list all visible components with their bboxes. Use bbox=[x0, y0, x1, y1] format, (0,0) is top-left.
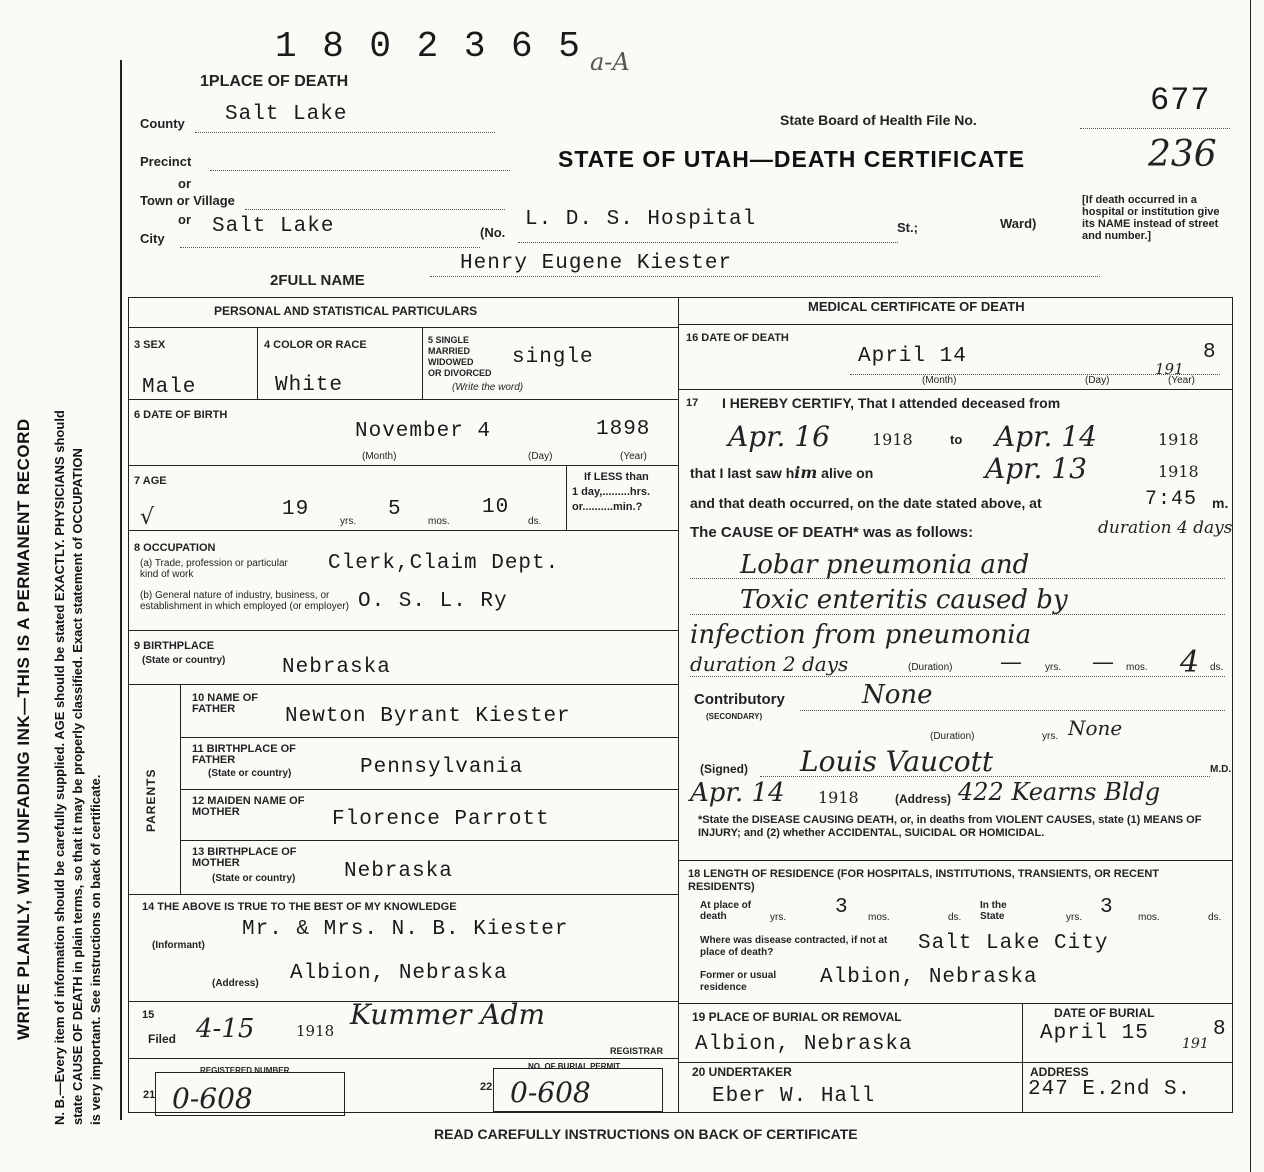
full-name-value: Henry Eugene Kiester bbox=[460, 252, 733, 275]
at-place-label: At place of death bbox=[700, 900, 752, 922]
filed-year: 1918 bbox=[296, 1022, 335, 1040]
duration-days-label: ds. bbox=[1210, 662, 1224, 673]
informant-label: (Informant) bbox=[152, 940, 205, 951]
burial-year: 8 bbox=[1213, 1018, 1227, 1041]
in-state-label: In the State bbox=[980, 900, 1007, 922]
side-instruction-main: WRITE PLAINLY, WITH UNFADING INK—THIS IS A PERMANENT RECORD bbox=[14, 418, 33, 1040]
age-days-label: ds. bbox=[528, 516, 542, 527]
father-birthplace-sub: (State or country) bbox=[208, 768, 292, 779]
dob-month-label: (Month) bbox=[362, 451, 397, 462]
form-left-border bbox=[120, 60, 122, 1120]
contributory-label: Contributory bbox=[694, 691, 785, 708]
undertaker-label: 20 UNDERTAKER bbox=[692, 1065, 792, 1079]
sex-label: 3 SEX bbox=[134, 339, 166, 351]
medical-header: MEDICAL CERTIFICATE OF DEATH bbox=[808, 299, 1025, 314]
dob-year-label: (Year) bbox=[620, 451, 647, 462]
dob-date: November 4 bbox=[355, 420, 492, 443]
last-saw-date: Apr. 13 bbox=[985, 452, 1087, 485]
informant-header: 14 THE ABOVE IS TRUE TO THE BEST OF MY KNOWLEDGE bbox=[142, 901, 457, 913]
occupation-b-value: O. S. L. Ry bbox=[358, 590, 508, 613]
hospital-value: L. D. S. Hospital bbox=[525, 208, 757, 231]
cause-label: The CAUSE OF DEATH* was as follows: bbox=[690, 524, 974, 541]
death-time-suffix: m. bbox=[1212, 495, 1229, 511]
dod-month-label: (Month) bbox=[922, 375, 957, 386]
death-time: 7:45 bbox=[1145, 488, 1198, 511]
occupation-b-label: (b) General nature of industry, business, or establishment in which employed (or employer) bbox=[140, 590, 349, 612]
ward-label: Ward) bbox=[1000, 216, 1037, 231]
burial-year-prefix: 191 bbox=[1182, 1036, 1209, 1052]
burial-permit-label: NO. OF BURIAL PERMIT bbox=[528, 1062, 621, 1071]
death-occurred-text: and that death occurred, on the date stated above, at bbox=[690, 495, 1042, 511]
less-than-label: If LESS than 1 day,.........hrs. or..........min.? bbox=[572, 471, 651, 513]
side-instruction-note-3: is very important. See instructions on back of certificate. bbox=[88, 774, 103, 1125]
contracted-value: Salt Lake City bbox=[918, 932, 1109, 955]
contributory-value: None bbox=[862, 680, 933, 710]
street-number-label: (No. bbox=[480, 225, 506, 240]
duration-note: duration 4 days bbox=[1098, 518, 1233, 538]
dod-day-label: (Day) bbox=[1085, 375, 1110, 386]
mother-birthplace-value: Nebraska bbox=[344, 860, 453, 883]
former-label: Former or usual residence bbox=[700, 970, 777, 993]
age-mark: √ bbox=[140, 505, 155, 530]
occupation-a-value: Clerk,Claim Dept. bbox=[328, 552, 560, 575]
side-instruction-note-1: N. B.—Every item of information should be carefully supplied. AGE should be stated EXACTLY. PHYSICIANS should bbox=[52, 410, 67, 1125]
dod-year-prefix: 191 bbox=[1155, 360, 1184, 378]
certificate-number: 1 8 0 2 3 6 5 bbox=[275, 26, 582, 67]
burial-date-label: DATE OF BURIAL bbox=[1054, 1006, 1155, 1020]
informant-address-value: Albion, Nebraska bbox=[290, 962, 508, 985]
burial-date: April 15 bbox=[1040, 1022, 1149, 1045]
state-file-number: 677 bbox=[1150, 82, 1211, 119]
sex-value: Male bbox=[142, 376, 197, 399]
attended-to: Apr. 14 bbox=[995, 420, 1097, 453]
burial-permit-num-label: 22 bbox=[480, 1081, 493, 1093]
informant-address-label: (Address) bbox=[212, 978, 259, 989]
age-months-label: mos. bbox=[428, 516, 450, 527]
father-birthplace-value: Pennsylvania bbox=[360, 756, 524, 779]
filed-date: 4-15 bbox=[196, 1014, 255, 1044]
duration-years: — bbox=[1000, 650, 1022, 675]
mother-birthplace-sub: (State or country) bbox=[212, 873, 296, 884]
attended-from-year: 1918 bbox=[872, 430, 913, 449]
dod-year-label: (Year) bbox=[1168, 375, 1195, 386]
registered-num-label: 21 bbox=[143, 1089, 156, 1101]
father-value: Newton Byrant Kiester bbox=[285, 705, 571, 728]
cause-footnote: *State the DISEASE CAUSING DEATH, or, in deaths from VIOLENT CAUSES, state (1) MEANS OF INJURY; and (2) whether ACCIDENTAL, SUICIDAL OR HOMICIDAL. bbox=[698, 814, 1202, 839]
md-label: M.D. bbox=[1210, 764, 1232, 775]
marital-label: 5 SINGLE MARRIED WIDOWED OR DIVORCED bbox=[428, 335, 492, 378]
dod-year: 8 bbox=[1203, 341, 1217, 364]
dob-year: 1898 bbox=[596, 418, 651, 441]
st-label: St.; bbox=[897, 220, 918, 235]
duration-months: — bbox=[1092, 650, 1114, 675]
duration-years-label: yrs. bbox=[1045, 662, 1062, 673]
filed-label: Filed bbox=[148, 1032, 177, 1046]
duration2-label: (Duration) bbox=[930, 731, 975, 742]
in-state-months: 3 bbox=[1100, 896, 1114, 919]
city-value: Salt Lake bbox=[212, 215, 335, 238]
burial-label: 19 PLACE OF BURIAL OR REMOVAL bbox=[692, 1010, 902, 1024]
occupation-a-label: (a) Trade, profession or particular kind of work bbox=[140, 558, 288, 580]
dod-label: 16 DATE OF DEATH bbox=[686, 332, 789, 344]
in-state-days-label: ds. bbox=[1208, 912, 1222, 923]
undertaker-value: Eber W. Hall bbox=[712, 1085, 876, 1108]
margin-note: a-A bbox=[590, 48, 630, 76]
birthplace-sub: (State or country) bbox=[142, 655, 226, 666]
burial-permit-value: 0-608 bbox=[510, 1076, 591, 1109]
certificate-title: STATE OF UTAH—DEATH CERTIFICATE bbox=[558, 146, 1026, 172]
age-years: 19 bbox=[282, 498, 310, 521]
at-place-months-label: mos. bbox=[868, 912, 890, 923]
registered-label: REGISTERED NUMBER bbox=[200, 1066, 290, 1075]
birthplace-value: Nebraska bbox=[282, 656, 391, 679]
contracted-label: Where was disease contracted, if not at place of death? bbox=[700, 935, 888, 958]
last-saw-year: 1918 bbox=[1158, 462, 1199, 481]
age-label: 7 AGE bbox=[134, 475, 167, 487]
precinct-label: Precinct bbox=[140, 154, 192, 169]
undertaker-address-value: 247 E.2nd S. bbox=[1028, 1078, 1192, 1101]
duration2-value: None bbox=[1068, 716, 1123, 740]
registrar-signature: Kummer Adm bbox=[350, 998, 545, 1031]
filed-num: 15 bbox=[142, 1009, 155, 1021]
at-place-months: 3 bbox=[835, 896, 849, 919]
attended-to-year: 1918 bbox=[1158, 430, 1199, 449]
town-label: Town or Village bbox=[140, 193, 235, 208]
mother-birthplace-label: 13 BIRTHPLACE OF MOTHER bbox=[192, 846, 297, 869]
sign-address: 422 Kearns Bldg bbox=[958, 778, 1161, 806]
informant-value: Mr. & Mrs. N. B. Kiester bbox=[242, 918, 569, 941]
footer-instructions: READ CAREFULLY INSTRUCTIONS ON BACK OF CERTIFICATE bbox=[434, 1126, 858, 1142]
secondary-label: (SECONDARY) bbox=[706, 712, 763, 721]
signed-value: Louis Vaucott bbox=[800, 745, 994, 778]
sign-date: Apr. 14 bbox=[690, 778, 785, 808]
occupation-label: 8 OCCUPATION bbox=[134, 542, 216, 554]
registrar-label: REGISTRAR bbox=[610, 1046, 664, 1056]
to-label: to bbox=[950, 432, 963, 447]
father-label: 10 NAME OF FATHER bbox=[192, 692, 259, 715]
color-label: 4 COLOR OR RACE bbox=[264, 339, 367, 351]
place-of-death-label: 1PLACE OF DEATH bbox=[200, 73, 349, 90]
or-label-2: or bbox=[178, 212, 191, 227]
undertaker-address-label: ADDRESS bbox=[1030, 1065, 1089, 1079]
duration2-years-label: yrs. bbox=[1042, 731, 1059, 742]
hospital-note: [If death occurred in a hospital or institution give its NAME instead of street and number.] bbox=[1082, 194, 1220, 242]
in-state-months-label: mos. bbox=[1138, 912, 1160, 923]
dob-day-label: (Day) bbox=[528, 451, 553, 462]
dod-date: April 14 bbox=[858, 345, 967, 368]
full-name-label: 2FULL NAME bbox=[270, 272, 365, 289]
duration-label: (Duration) bbox=[908, 662, 953, 673]
cause-line-4: duration 2 days bbox=[690, 652, 849, 676]
registered-number: 0-608 bbox=[172, 1082, 253, 1115]
duration-months-label: mos. bbox=[1126, 662, 1148, 673]
cause-line-2: Toxic enteritis caused by bbox=[740, 585, 1068, 615]
age-years-label: yrs. bbox=[340, 516, 357, 527]
birthplace-label: 9 BIRTHPLACE bbox=[134, 640, 215, 652]
cause-line-1: Lobar pneumonia and bbox=[740, 550, 1030, 580]
at-place-days-label: ds. bbox=[948, 912, 962, 923]
sign-address-label: (Address) bbox=[895, 792, 952, 806]
or-label-1: or bbox=[178, 176, 191, 191]
certify-text: I HEREBY CERTIFY, That I attended deceased from bbox=[722, 395, 1061, 411]
parents-label: PARENTS bbox=[144, 768, 158, 832]
father-birthplace-label: 11 BIRTHPLACE OF FATHER bbox=[192, 743, 296, 766]
mother-label: 12 MAIDEN NAME OF MOTHER bbox=[192, 795, 305, 818]
last-saw-text: that I last saw him alive on bbox=[690, 463, 874, 482]
state-file-label: State Board of Health File No. bbox=[780, 112, 977, 128]
duration-days: 4 bbox=[1180, 645, 1200, 680]
signed-label: (Signed) bbox=[700, 762, 748, 776]
burial-value: Albion, Nebraska bbox=[695, 1033, 913, 1056]
cause-line-3: infection from pneumonia bbox=[690, 620, 1032, 650]
marital-value: single bbox=[512, 346, 594, 369]
dob-label: 6 DATE OF BIRTH bbox=[134, 409, 228, 421]
mother-value: Florence Parrott bbox=[332, 808, 550, 831]
column-divider bbox=[678, 297, 679, 1112]
county-label: County bbox=[140, 116, 185, 131]
title-note: 236 bbox=[1148, 134, 1217, 175]
at-place-years-label: yrs. bbox=[770, 912, 787, 923]
certify-num: 17 bbox=[686, 397, 699, 409]
city-label: City bbox=[140, 231, 165, 246]
county-value: Salt Lake bbox=[225, 103, 348, 126]
in-state-years-label: yrs. bbox=[1066, 912, 1083, 923]
age-days: 10 bbox=[482, 496, 510, 519]
attended-from: Apr. 16 bbox=[728, 420, 830, 453]
form-right-border bbox=[1250, 0, 1251, 1172]
former-value: Albion, Nebraska bbox=[820, 966, 1038, 989]
age-months: 5 bbox=[388, 498, 402, 521]
color-value: White bbox=[275, 374, 344, 397]
side-instruction-note-2: state CAUSE OF DEATH in plain terms, so that it may be properly classified. Exact statement of OCCUPATION bbox=[70, 448, 85, 1125]
personal-header: PERSONAL AND STATISTICAL PARTICULARS bbox=[214, 304, 478, 318]
marital-hint: (Write the word) bbox=[452, 382, 524, 393]
residence-label: 18 LENGTH OF RESIDENCE (FOR HOSPITALS, INSTITUTIONS, TRANSIENTS, OR RECENT RESIDENTS) bbox=[688, 868, 1159, 893]
sign-year: 1918 bbox=[818, 788, 859, 807]
